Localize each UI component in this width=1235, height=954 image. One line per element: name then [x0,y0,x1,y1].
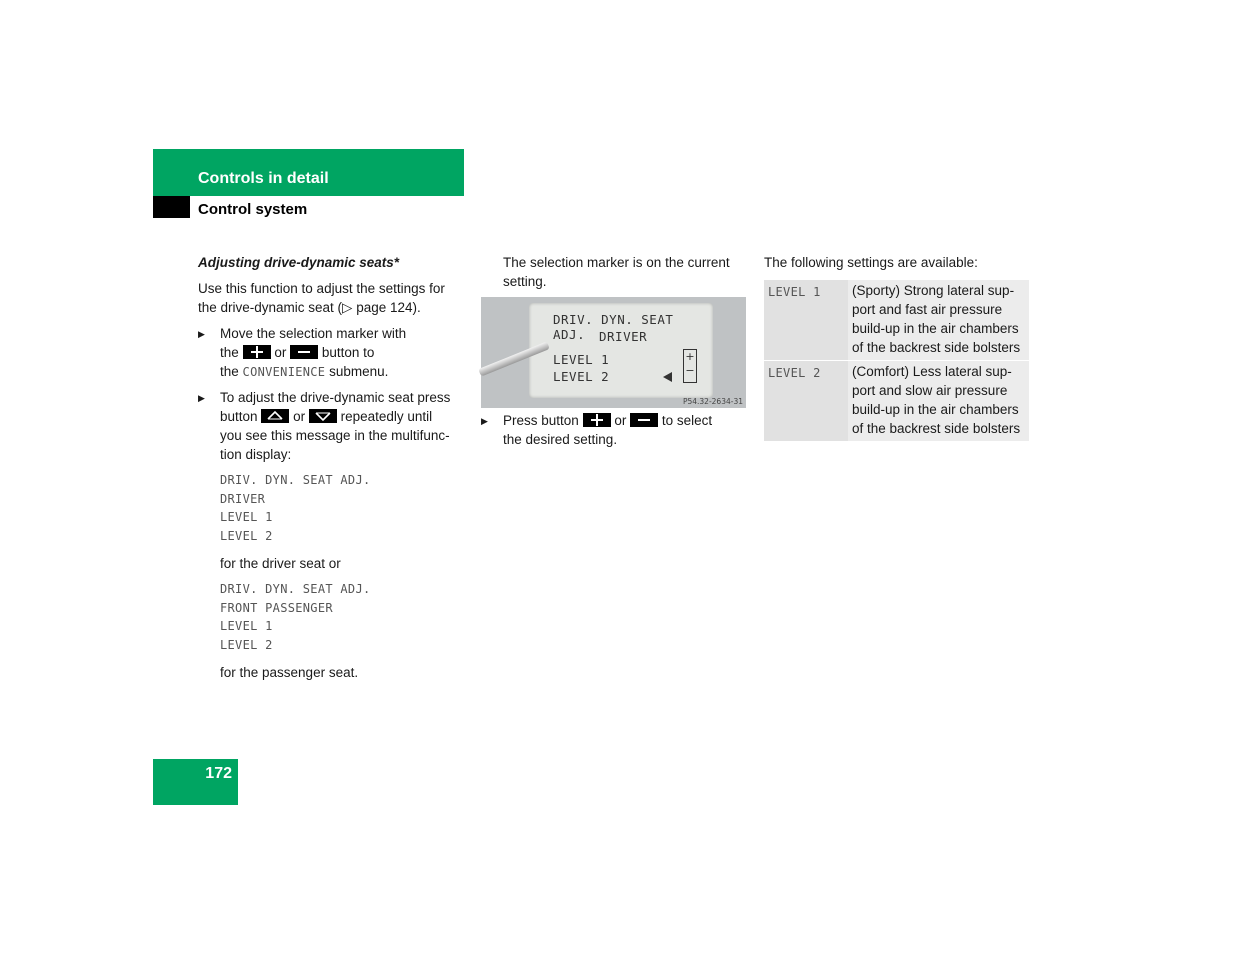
image-code: P54.32-2634-31 [682,397,743,406]
desc-cell [848,361,1029,442]
desc-line: of the backrest side bolsters [852,421,1021,436]
for-passenger-text: for the passenger seat. [220,665,359,680]
lcd-line-4: LEVEL 2 [553,369,610,384]
desc-cell [848,280,1029,361]
step2-line-c: you see this message in the multifunc- [220,428,450,443]
subsection-rule [153,195,464,196]
intro-text: Use this function to adjust the settings for the drive-dynamic seat (▷ page 124). [198,281,445,315]
lcd-screen [529,303,713,398]
plus-button-icon [243,345,271,359]
col2-press-button: Press button [503,413,579,428]
desc-line: build-up in the air chambers [852,321,1019,336]
table-row [764,361,1029,442]
display-line: LEVEL 2 [220,638,273,653]
display-message-passenger [220,580,371,655]
plus-minus-scale-icon: + − [683,349,697,383]
bullet-arrow-icon: ▶ [481,416,488,426]
desc-line: (Comfort) Less lateral sup- [852,364,1012,379]
subsection-title: Control system [198,201,308,218]
down-button-icon [309,409,337,423]
display-line: DRIV. DYN. SEAT ADJ. [220,582,371,596]
level-code: LEVEL 1 [768,285,821,299]
display-line: LEVEL 1 [220,510,273,525]
step1-the-2: the [220,364,239,379]
col2-or: or [614,413,627,428]
step1-or: or [274,345,287,360]
step2-line-d: tion display: [220,447,292,462]
section-header-bar [153,149,464,195]
col3-intro: The following settings are available: [764,255,978,270]
section-title: Controls in detail [198,170,329,187]
desc-line: build-up in the air chambers [852,402,1019,417]
level-cell [764,280,848,361]
convenience-code: CONVENIENCE [242,365,326,379]
selection-marker-icon [663,372,672,382]
level-cell [764,361,848,442]
lcd-line-3: LEVEL 1 [553,352,610,367]
multifunction-display-photo [481,297,746,408]
step2-repeatedly: repeatedly until [340,409,433,424]
bullet-arrow-icon: ▶ [198,329,205,339]
minus-button-icon [290,345,318,359]
table-row [764,280,1029,361]
step2-or: or [293,409,306,424]
step-adjust-seat [198,388,464,464]
step1-line-c [220,362,464,382]
display-line: LEVEL 1 [220,619,273,634]
up-button-icon [261,409,289,423]
lcd-line-2: DRIVER [599,329,648,344]
step1-submenu: submenu. [329,364,389,379]
minus-button-icon [630,413,658,427]
step1-the: the [220,345,239,360]
step1-button-to: button to [321,345,375,360]
desc-line: port and fast air pressure [852,302,1003,317]
display-line: LEVEL 2 [220,529,273,544]
settings-table [764,280,1029,441]
page-number: 172 [205,765,232,782]
step2-line-b [220,407,464,426]
col2-step-line-a [503,411,747,430]
display-line: FRONT PASSENGER [220,600,333,615]
display-line: DRIVER [220,491,266,506]
step1-line-b [220,343,464,362]
display-line: DRIV. DYN. SEAT ADJ. [220,473,371,487]
step-move-marker [198,324,464,382]
bullet-arrow-icon: ▶ [198,393,205,403]
subsection-marker [153,195,190,218]
plus-button-icon [583,413,611,427]
heading-adjusting-seats: Adjusting drive-dynamic seats* [198,255,400,270]
step2-line-a: To adjust the drive-dynamic seat press [220,390,451,405]
desc-line: of the backrest side bolsters [852,340,1021,355]
col2-intro: The selection marker is on the current setting. [503,255,730,289]
step2-button: button [220,409,258,424]
col2-step-line-b: the desired setting. [503,432,618,447]
desc-line: port and slow air pressure [852,383,1008,398]
lcd-line-1: DRIV. DYN. SEAT ADJ. [553,312,674,342]
col2-to-select: to select [661,413,713,428]
step1-line-a: Move the selection marker with [220,326,407,341]
for-driver-text: for the driver seat or [220,556,341,571]
page-number-box [153,759,238,805]
display-message-driver [220,471,371,546]
desc-line: (Sporty) Strong lateral sup- [852,283,1015,298]
level-code: LEVEL 2 [768,366,821,380]
step-press-button [481,411,747,449]
